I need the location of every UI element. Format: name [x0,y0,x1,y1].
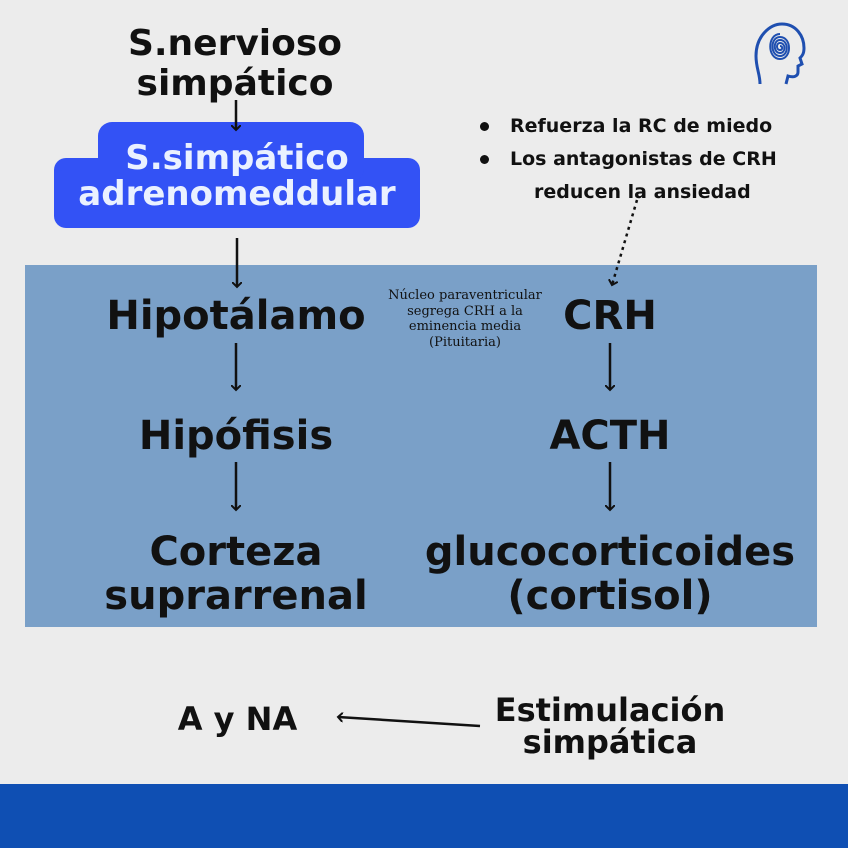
pituitary-label: Hipófisis [138,413,334,459]
bullet-text: reducen la ansiedad [534,181,751,203]
note-line: Núcleo paraventricular [388,288,542,303]
note-line: (Pituitaria) [429,334,501,350]
sympathetic-nervous-system-title [110,24,360,104]
note-line: eminencia media [408,319,522,334]
bullet-item [480,110,825,143]
adrenal-cortex-line1: Corteza [149,529,323,575]
glucocorticoids-line2: (cortisol) [507,573,713,619]
stimulation-line1: Estimulación [494,691,726,729]
crh-label: CRH [563,293,657,339]
adrenal-cortex-line2: suprarrenal [104,573,368,619]
bullet-item [480,143,825,176]
glucocorticoids-label [410,530,810,618]
head-spiral-icon [752,18,808,86]
sympathetic-stimulation-label [480,691,740,761]
adrenal-cortex-label [86,530,386,618]
arrow-bullets-to-crh-dotted [612,200,637,285]
bullet-text: Los antagonistas de CRH [510,148,777,170]
stimulation-line2: simpática [522,723,698,761]
bullet-dot-icon [480,155,489,164]
bullet-continuation [480,176,825,209]
note-line: segrega CRH a la [407,303,523,319]
a-y-na-label: A y NA [177,700,298,738]
bullet-dot-icon [480,122,489,131]
adrenomedullary-line2: adrenomeddular [78,174,396,214]
hypothalamus-label: Hipotálamo [106,293,366,339]
sympathetic-nervous-line1: S.nervioso [127,23,343,64]
bullet-list [480,110,825,209]
glucocorticoids-line1: glucocorticoides [424,529,796,575]
sympathetic-nervous-line2: simpático [136,63,334,104]
adrenomedullary-line1: S.simpático [125,138,349,178]
bullet-text: Refuerza la RC de miedo [510,115,773,137]
acth-label: ACTH [549,413,671,459]
adrenomedullary-box [54,140,420,212]
arrow-stimulation-to-ayna [338,717,480,726]
